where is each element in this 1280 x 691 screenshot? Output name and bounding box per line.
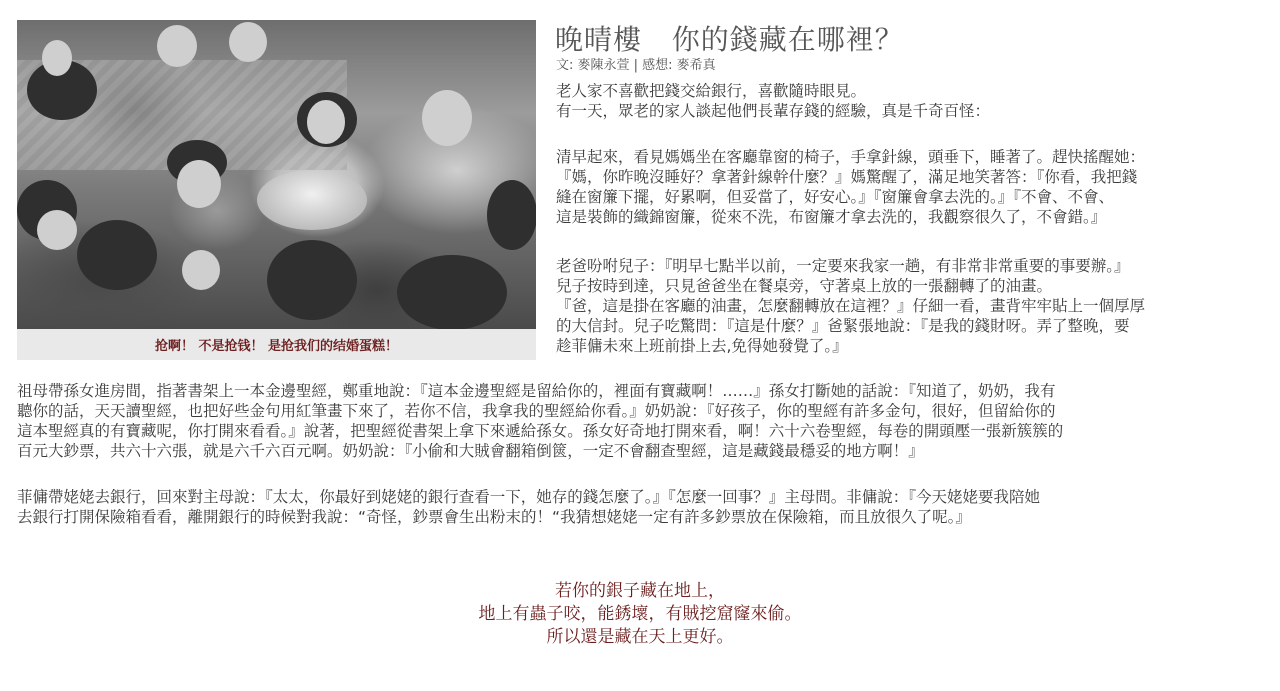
article-byline: 文: 麥陳永萱 | 感想: 麥希真 bbox=[556, 58, 716, 73]
text-line: 去銀行打開保險箱看看，離開銀行的時候對我說：“奇怪，鈔票會生出粉末的！“我猜想姥姥一定有許多鈔票放在保險箱，而且放很久了呢。』 bbox=[17, 508, 971, 526]
text-line: 清早起來，看見媽媽坐在客廳靠窗的椅子，手拿針線，頭垂下，睡著了。趕快搖醒她： bbox=[556, 148, 1146, 166]
text-line: 的大信封。兒子吃驚問：『這是什麼？』爸緊張地說：『是我的錢財呀。弄了整晚，要 bbox=[556, 317, 1130, 335]
text-line: 菲傭帶姥姥去銀行，回來對主母說：『太太，你最好到姥姥的銀行查看一下，她存的錢怎麼了。』『怎麼一回事？』主母問。非傭說：『今天姥姥要我陪她 bbox=[17, 488, 1041, 506]
wedding-cake bbox=[257, 170, 367, 230]
verse-line: 所以還是藏在天上更好。 bbox=[546, 627, 734, 647]
verse-line: 若你的銀子藏在地上， bbox=[555, 581, 725, 601]
story-mother-curtain bbox=[556, 147, 1145, 227]
story-bank-safe bbox=[17, 487, 1040, 527]
text-line: 『爸，這是掛在客廳的油畫，怎麼翻轉放在這裡？』仔細一看，畫背牢牢貼上一個厚厚 bbox=[556, 297, 1146, 315]
text-line: 老人家不喜歡把錢交給銀行，喜歡隨時眼見。 bbox=[556, 82, 867, 100]
closing-verse bbox=[0, 580, 1280, 649]
wedding-photo bbox=[17, 20, 536, 329]
text-line: 聽你的話，天天讀聖經，也把好些金句用紅筆畫下來了，若你不信，我拿我的聖經給你看。』奶奶說：『好孩子，你的聖經有許多金句，很好，但留給你的 bbox=[17, 402, 1056, 420]
text-line: 祖母帶孫女進房間，指著書架上一本金邊聖經，鄭重地說：『這本金邊聖經是留給你的，裡面有寶藏啊！……』孫女打斷她的話說：『知道了，奶奶，我有 bbox=[17, 382, 1056, 400]
text-line: 趁菲傭未來上班前掛上去,免得她發覺了。』 bbox=[556, 337, 848, 355]
verse-line: 地上有蟲子咬，能銹壞，有賊挖窟窿來偷。 bbox=[478, 604, 802, 624]
text-line: 百元大鈔票，共六十六張，就是六千六百元啊。奶奶說：『小偷和大賊會翻箱倒篋，一定不會翻查聖經，這是藏錢最穩妥的地方啊！』 bbox=[17, 442, 924, 460]
text-line: 『媽，你昨晚沒睡好？拿著針線幹什麼？』媽驚醒了，滿足地笑著答：『你看，我把錢 bbox=[556, 168, 1138, 186]
text-line: 兒子按時到達，只見爸爸坐在餐桌旁，守著桌上放的一張翻轉了的油畫。 bbox=[556, 277, 1053, 295]
text-line: 縫在窗簾下擺，好累啊，但妥當了，好安心。』『窗簾會拿去洗的。』『不會、不會、 bbox=[556, 188, 1115, 206]
intro-paragraph bbox=[556, 81, 990, 121]
text-line: 有一天，眾老的家人談起他們長輩存錢的經驗，真是千奇百怪： bbox=[556, 102, 991, 120]
article-title: 晚晴樓 你的錢藏在哪裡？ bbox=[555, 23, 904, 56]
text-line: 這本聖經真的有寶藏呢，你打開來看看。』說著，把聖經從書架上拿下來遞給孫女。孫女好奇地打開來看，啊！六十六卷聖經，每卷的開頭壓一張新簇簇的 bbox=[17, 422, 1064, 440]
text-line: 老爸吩咐兒子：『明早七點半以前，一定要來我家一趟，有非常非常重要的事要辦。』 bbox=[556, 257, 1130, 275]
text-line: 這是裝飾的織錦窗簾，從來不洗，布窗簾才拿去洗的，我觀察很久了，不會錯。』 bbox=[556, 208, 1107, 226]
photo-caption-bar bbox=[17, 329, 536, 360]
photo-caption: 抢啊！ 不是抢钱！ 是抢我们的结婚蛋糕！ bbox=[154, 339, 399, 354]
story-father-painting bbox=[556, 256, 1145, 356]
story-grandmother-bible bbox=[17, 381, 1063, 461]
